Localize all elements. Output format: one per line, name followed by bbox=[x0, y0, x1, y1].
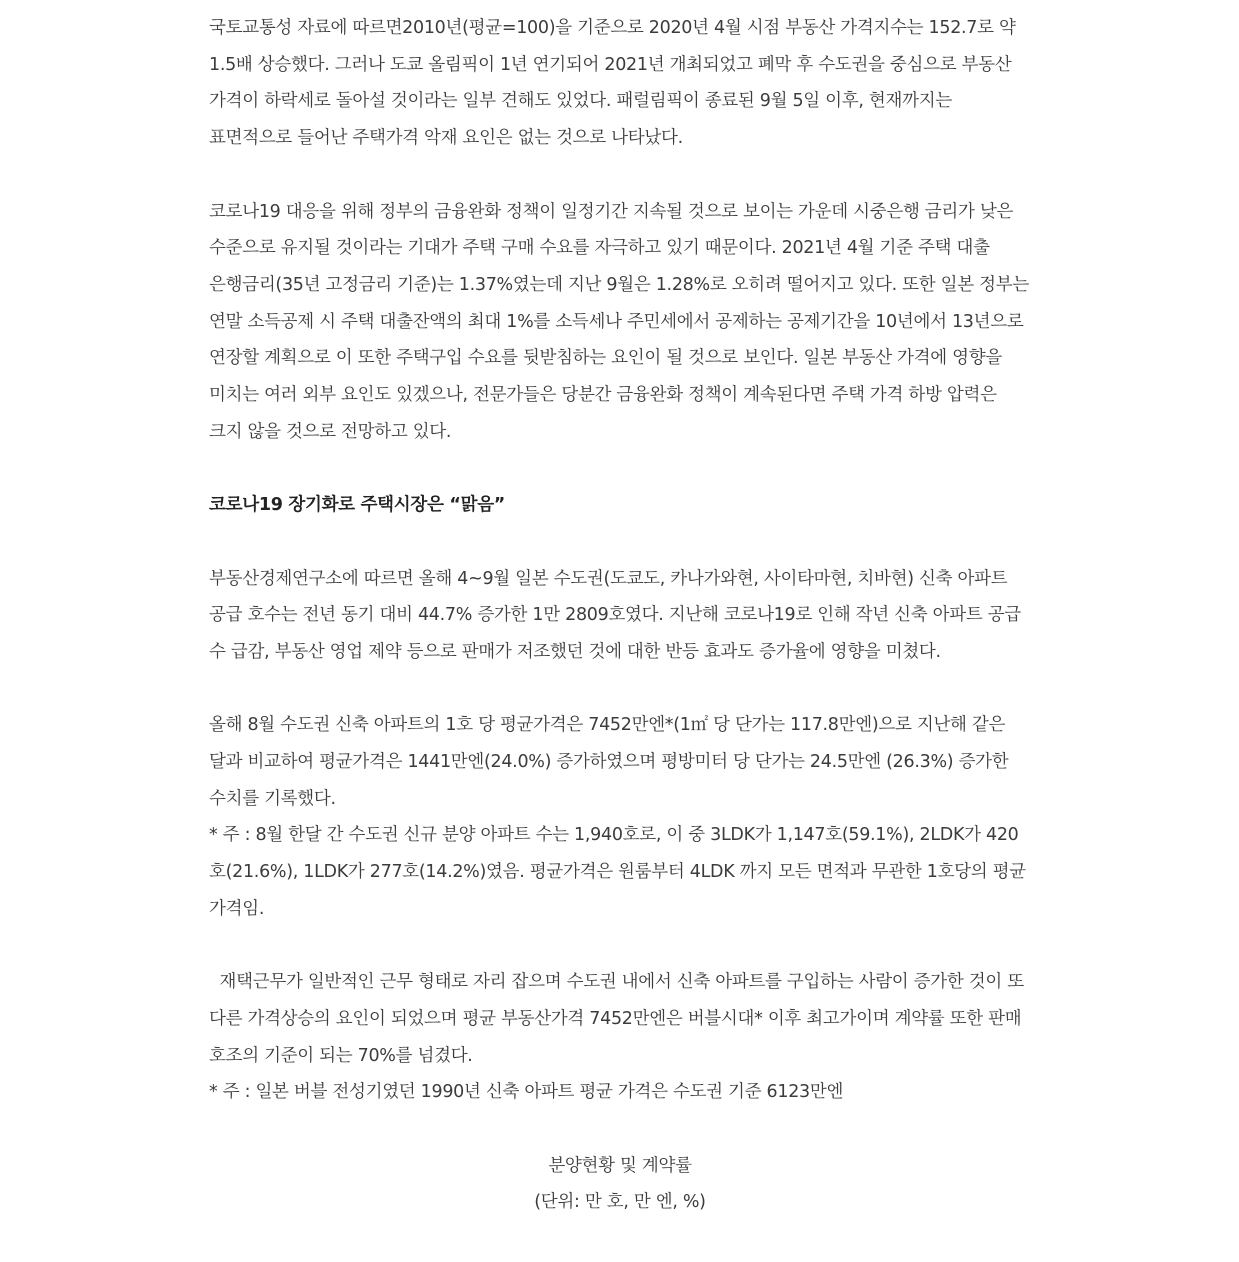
footnote-august-supply: * 주 : 8월 한달 간 수도권 신규 분양 아파트 수는 1,940호로, 이 중 3LDK가 1,147호(59.1%), 2LDK가 420호(21.6%), 1LDK가 277호(14.2%)였음. 평균가격은 원룸부터 4LDK 까지 모든 면적과 무관한 1호당의 평균 가격임. bbox=[209, 825, 1026, 919]
footnote-bubble-era: * 주 : 일본 버블 전성기였던 1990년 신축 아파트 평균 가격은 수도권 기준 6123만엔 bbox=[209, 1082, 844, 1103]
paragraph-gap bbox=[209, 450, 1031, 487]
paragraph-average-price: 올해 8월 수도권 신축 아파트의 1호 당 평균가격은 7452만엔*(1㎡ 당 단가는 117.8만엔)으로 지난해 같은 달과 비교하여 평균가격은 1441만엔(24.0%) 증가하였으며 평방미터 당 단가는 24.5만엔 (26.3%) 증가한 수치를 기록했다. bbox=[209, 715, 1009, 809]
section-heading: 코로나19 장기화로 주택시장은 “맑음” bbox=[209, 495, 506, 516]
paragraph-gap bbox=[209, 671, 1031, 708]
paragraph-gap bbox=[209, 157, 1031, 194]
paragraph-gap bbox=[209, 928, 1031, 965]
table-caption-title: 분양현황 및 계약률 bbox=[548, 1155, 692, 1176]
paragraph-gap bbox=[209, 1111, 1031, 1148]
paragraph-price-index: 국토교통성 자료에 따르면2010년(평균=100)을 기준으로 2020년 4월 시점 부동산 가격지수는 152.7로 약 1.5배 상승했다. 그러나 도쿄 올림픽이 1년 연기되어 2021년 개최되었고 폐막 후 수도권을 중심으로 부동산 가격이 하락세로 돌아설 것이라는 일부 견해도 있었다. 패럴림픽이 종료된 9월 5일 이후, 현재까지는 표면적으로 들어난 주택가격 악재 요인은 없는 것으로 나타났다. bbox=[209, 18, 1016, 149]
paragraph-remote-work: 재택근무가 일반적인 근무 형태로 자리 잡으며 수도권 내에서 신축 아파트를 구입하는 사람이 증가한 것이 또 다른 가격상승의 요인이 되었으며 평균 부동산가격 7452만엔은 버블시대* 이후 최고가이며 계약률 또한 판매 호조의 기준이 되는 70%를 넘겼다. bbox=[209, 972, 1030, 1066]
paragraph-supply: 부동산경제연구소에 따르면 올해 4~9월 일본 수도권(도쿄도, 카나가와현, 사이타마현, 치바현) 신축 아파트 공급 호수는 전년 동기 대비 44.7% 증가한 1만 2809호였다. 지난해 코로나19로 인해 작년 신축 아파트 공급 수 급감, 부동산 영업 제약 등으로 판매가 저조했던 것에 대한 반등 효과도 증가율에 영향을 미쳤다. bbox=[209, 568, 1021, 662]
table-caption-unit: (단위: 만 호, 만 엔, %) bbox=[534, 1192, 706, 1213]
article-body bbox=[209, 10, 1031, 1221]
paragraph-gap bbox=[209, 524, 1031, 561]
paragraph-monetary-easing: 코로나19 대응을 위해 정부의 금융완화 정책이 일정기간 지속될 것으로 보이는 가운데 시중은행 금리가 낮은 수준으로 유지될 것이라는 기대가 주택 구매 수요를 자극하고 있기 때문이다. 2021년 4월 기준 주택 대출 은행금리(35년 고정금리 기준)는 1.37%였는데 지난 9월은 1.28%로 오히려 떨어지고 있다. 또한 일본 정부는 연말 소득공제 시 주택 대출잔액의 최대 1%를 소득세나 주민세에서 공제하는 공제기간을 10년에서 13년으로 연장할 계획으로 이 또한 주택구입 수요를 뒷받침하는 요인이 될 것으로 보인다. 일본 부동산 가격에 영향을 미치는 여러 외부 요인도 있겠으나, 전문가들은 당분간 금융완화 정책이 계속된다면 주택 가격 하방 압력은 크지 않을 것으로 전망하고 있다. bbox=[209, 201, 1029, 442]
